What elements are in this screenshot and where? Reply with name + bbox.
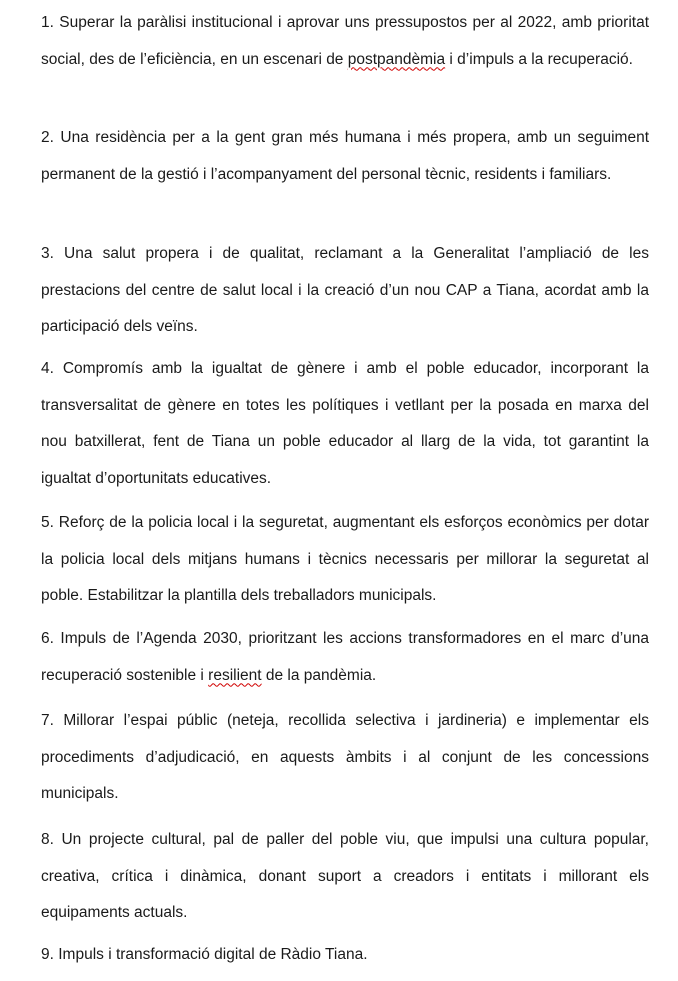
list-item-8: 8. Un projecte cultural, pal de paller del poble viu, que impulsi una cultura popular, creativa, crítica i dinàmica, donant suport a creadors i entitats i millorant els equipaments actuals. xyxy=(41,831,649,921)
list-item-6-text: 6. Impuls de l’Agenda 2030, prioritzant les accions transformadores en el marc d’una recuperació sostenible i xyxy=(41,630,649,684)
list-item-1-text-end: i d’impuls a la recuperació. xyxy=(445,50,633,68)
list-item-1-text: 1. Superar la paràlisi institucional i aprovar uns pressupostos per al 2022, amb prioritat social, des de l’eficiència, en un escenari de xyxy=(41,14,649,68)
list-item-9: 9. Impuls i transformació digital de Ràdio Tiana. xyxy=(41,946,368,963)
list-item-4: 4. Compromís amb la igualtat de gènere i amb el poble educador, incorporant la transversalitat de gènere en totes les polítiques i vetllant per la posada en marxa del nou batxillerat, fent de Tiana un poble educador al llarg de la vida, tot garantint la igualtat d’oportunitats educatives. xyxy=(41,360,649,487)
spellcheck-flagged-word[interactable]: postpandèmia xyxy=(347,50,446,68)
list-item-3: 3. Una salut propera i de qualitat, reclamant a la Generalitat l’ampliació de les prestacions del centre de salut local i la creació d’un nou CAP a Tiana, acordat amb la participació dels veïns. xyxy=(41,245,649,335)
list-item-1 xyxy=(41,5,649,78)
spellcheck-flagged-word[interactable]: resilient xyxy=(208,666,262,684)
list-item-5: 5. Reforç de la policia local i la seguretat, augmentant els esforços econòmics per dotar la policia local dels mitjans humans i tècnics necessaris per millorar la seguretat al poble. Estabilitzar la plantilla dels treballadors municipals. xyxy=(41,514,649,604)
list-item-2: 2. Una residència per a la gent gran més humana i més propera, amb un seguiment permanent de la gestió i l’acompanyament del personal tècnic, residents i familiars. xyxy=(41,129,649,183)
list-item-7: 7. Millorar l’espai públic (neteja, recollida selectiva i jardineria) e implementar els procediments d’adjudicació, en aquests àmbits i al conjunt de les concessions municipals. xyxy=(41,712,649,802)
list-item-6-text-end: de la pandèmia. xyxy=(261,666,377,684)
list-item-6 xyxy=(41,621,649,694)
